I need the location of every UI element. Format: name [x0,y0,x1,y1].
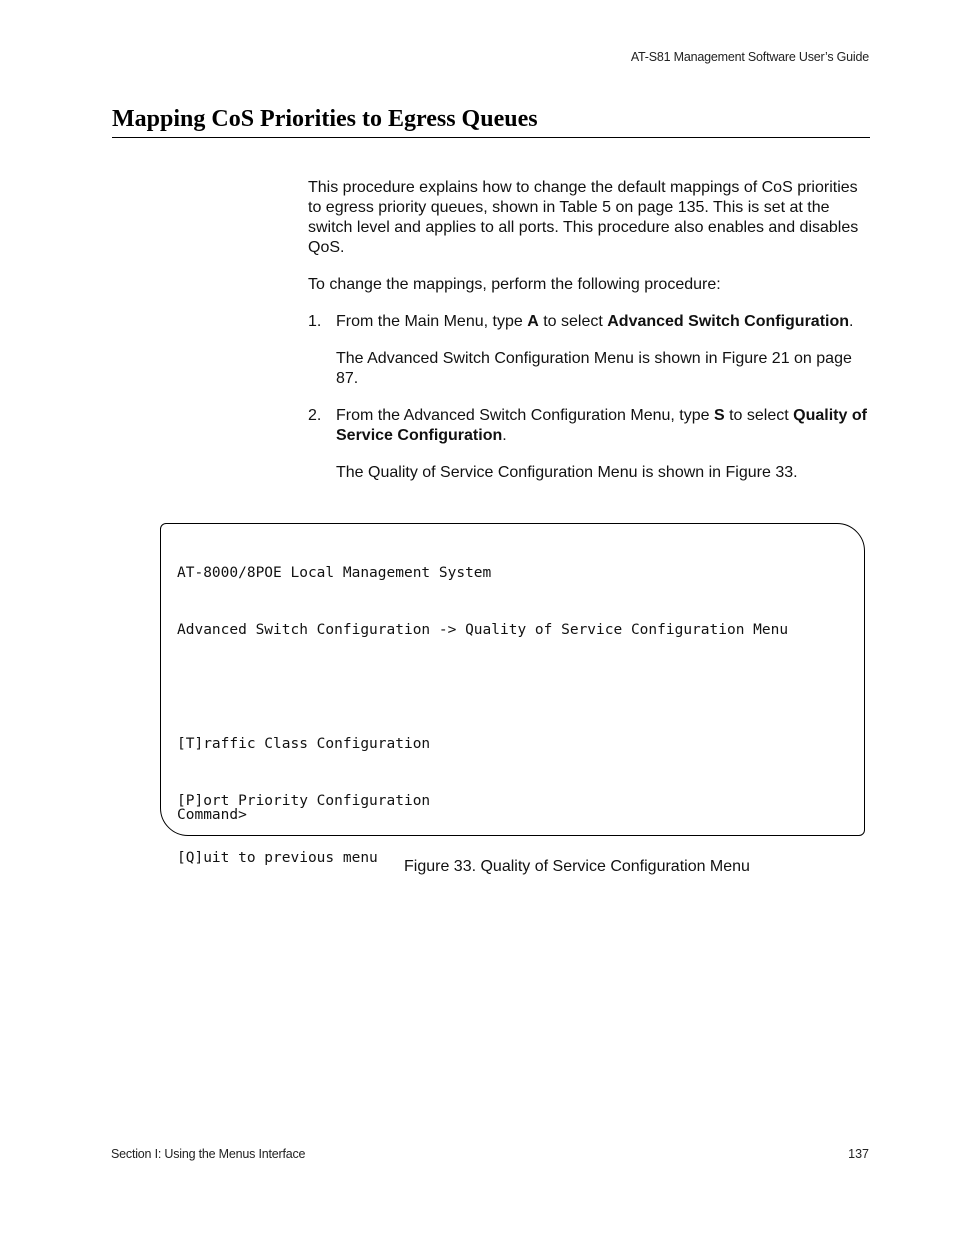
lead-in-paragraph: To change the mappings, perform the following procedure: [308,276,721,293]
terminal-blank-line [177,678,788,697]
step-number: 2. [308,407,322,424]
step-note: The Quality of Service Configuration Menu is shown in Figure 33. [336,464,798,481]
page-number: 137 [848,1147,869,1161]
command-prompt: Command> [177,807,247,823]
procedure-step-2 [308,406,874,446]
step-end: . [502,427,507,444]
menu-option-port-priority: [P]ort Priority Configuration [177,793,431,809]
terminal-screen [160,523,865,866]
terminal-system-title: AT-8000/8POE Local Management System [177,565,492,581]
step-end: . [849,313,854,330]
step-number: 1. [308,313,322,330]
menu-option-traffic-class: [T]raffic Class Configuration [177,736,431,752]
body-column [308,178,874,500]
procedure-step-1 [308,312,874,332]
step-target: Advanced Switch Configuration [607,313,850,330]
figure-caption: Figure 33. Quality of Service Configuration Menu [404,858,750,875]
step-text: From the Advanced Switch Configuration Menu, type [336,407,714,424]
step-text: to select [538,313,608,330]
step-key: A [527,313,539,330]
running-header: AT-S81 Management Software User’s Guide [630,50,869,64]
step-text: to select [724,407,794,424]
step-target: Quality of Service Configuration [336,407,867,444]
section-title: Mapping CoS Priorities to Egress Queues [112,106,870,138]
terminal-menu [177,526,788,906]
step-text: From the Main Menu, type [336,313,528,330]
menu-option-quit: [Q]uit to previous menu [177,850,378,866]
terminal-breadcrumb: Advanced Switch Configuration -> Quality of Service Configuration Menu [177,622,789,638]
step-key: S [713,407,725,424]
intro-paragraph: This procedure explains how to change the default mappings of CoS priorities to egress priority queues, shown in Table 5 on page 135. This is set at the switch level and applies to all ports. This procedure also enables and disables QoS. [308,179,859,256]
step-note: The Advanced Switch Configuration Menu is shown in Figure 21 on page 87. [336,350,852,387]
footer-section-label: Section I: Using the Menus Interface [111,1147,306,1161]
